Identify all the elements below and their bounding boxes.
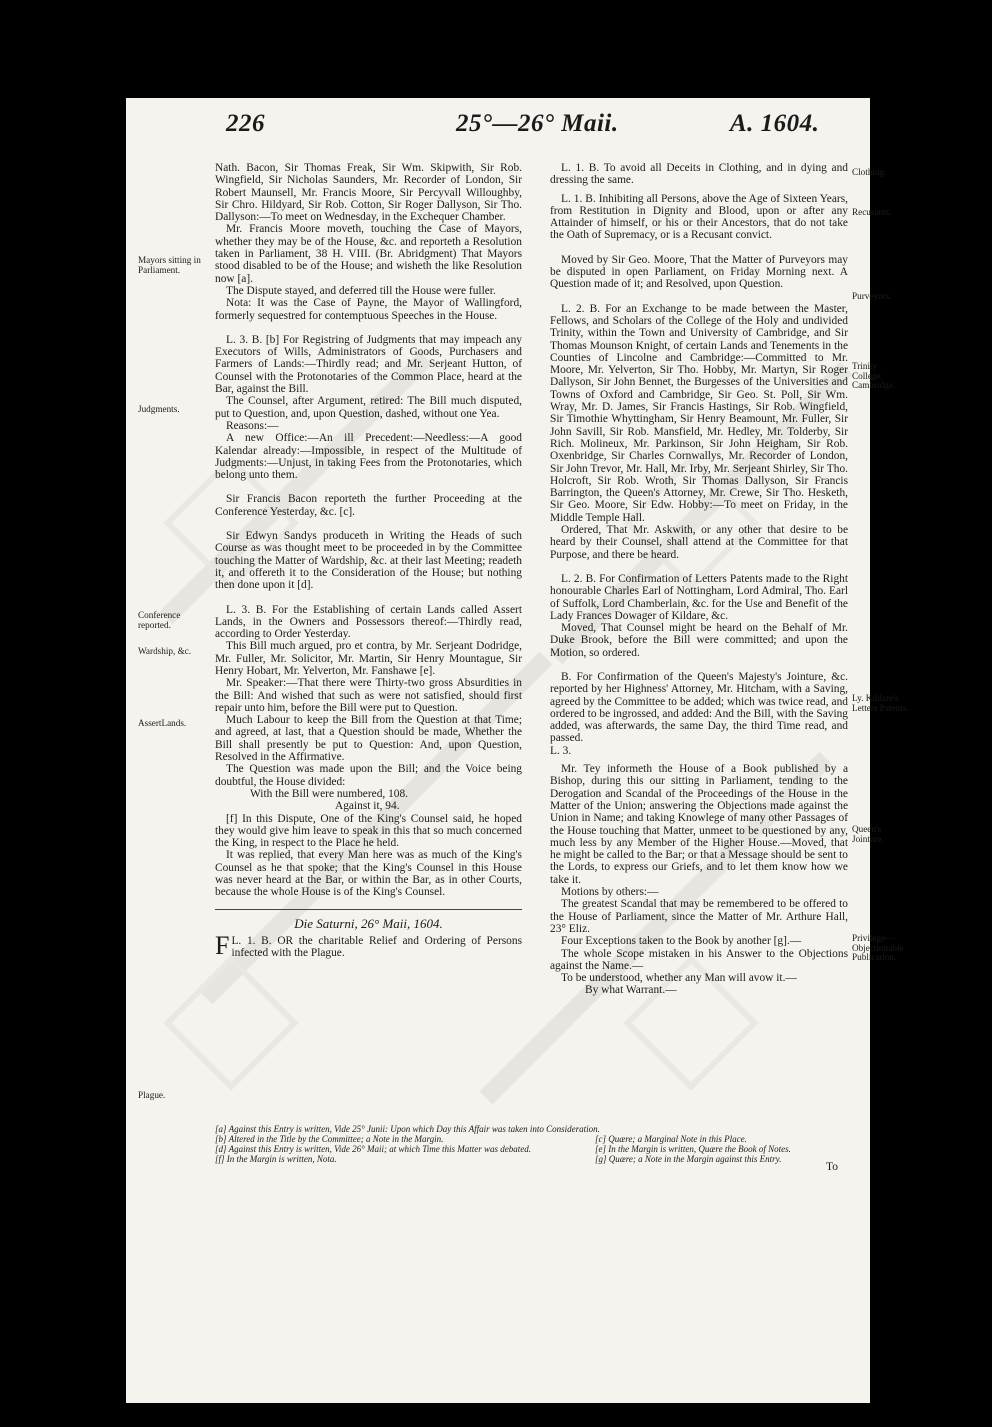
vote-count-yea: With the Bill were numbered, 108. xyxy=(250,787,409,800)
footnote: [a] Against this Entry is written, Vide 25° Junii: Upon which Day this Affair was taken into Consideration. xyxy=(215,1124,600,1134)
paragraph: L. 2. B. For an Exchange to be made between the Master, Fellows, and Scholars of the College of the Holy and undivided Trinity, within the Town and University of Cambridge, and Sir Thomas Mounson Knight, of certain Lands and Tenements in the Counties of Lincolne and Cambridge:—Committed to Mr. Moore, Mr. Yelverton, Sir Tho. Hobby, Mr. Martyn, Sir Roger Dallyson, Sir John Bennet, the Burgesses of the Universities and Towns of Oxford and Cambridge, Sir Geo. St. Poll, Sir Wm. Wray, Mr. D. James, Sir Francis Hastings, Sir Rob. Wingfield, Sir Timothie Whyttingham, Sir Henry Beamount, Mr. Fuller, Sir John Savill, Sir Rob. Mansfield, Mr. Hedley, Mr. Tolderby, Sir Rich. Molineux, Mr. Parkinson, Sir John Heigham, Sir Rob. Oxenbridge, Sir Charles Cornwallys, Mr. Recorder of London, Sir John Trevor, Mr. Hall, Mr. Irby, Mr. Serjeant Shirley, Sir Tho. Holcroft, Sir Rob. Wroth, Sir Thomas Dallyson, Sir Francis Barrington, the Queen's Attorney, Mr. Crewe, Sir Tho. Hesketh, Sir Geo. Moore, Sir Edw. Hobby:—To meet on Friday, in the Middle Temple Hall. xyxy=(550,302,848,524)
margin-note-purveyors: Purveyors. xyxy=(852,291,892,301)
right-column xyxy=(550,162,848,997)
paragraph: Mr. Francis Moore moveth, touching the Case of Mayors, whether they may be of the House, &c. and reporteth a Resolution taken in Parliament, 38 H. VIII. (Br. Abridgment) That Mayors stood disabled to be of the House; and wisheth the like Resolution now [a]. xyxy=(215,223,522,285)
section-divider xyxy=(215,909,522,910)
margin-note-mayors: Mayors sitting in Parliament. xyxy=(138,255,201,275)
page-header xyxy=(126,88,870,148)
paragraph: Nota: It was the Case of Payne, the Mayor of Wallingford, formerly sequestred for contemptuous Speeches in the House. xyxy=(215,297,522,322)
drop-cap: F xyxy=(215,930,230,960)
footnote: [c] Quære; a Marginal Note in this Place. xyxy=(595,1134,747,1144)
paragraph: Sir Francis Bacon reporteth the further Proceeding at the Conference Yesterday, &c. [c]. xyxy=(215,493,522,518)
paragraph: Moved by Sir Geo. Moore, That the Matter of Purveyors may be disputed in open Parliament, on Friday Morning next. A Question made of it; and Resolved, upon Question. xyxy=(550,253,848,291)
paragraph: L. 2. B. For Confirmation of Letters Patents made to the Right honourable Charles Earl of Nottingham, Lord Admiral, Tho. Earl of Suffolk, Lord Chamberlain, &c. for the Use and Benefit of the Lady Frances Dowager of Kildare, &c. xyxy=(550,572,848,622)
margin-note-queens: Queen's Jointure. xyxy=(852,824,884,844)
plague-entry xyxy=(215,930,522,960)
footnote: [b] Altered in the Title by the Committee; a Note in the Margin. xyxy=(215,1134,444,1144)
margin-note-conference: Conference reported. xyxy=(138,610,181,630)
paragraph: A new Office:—An ill Precedent:—Needless:—A good Kalendar already:—Impossible, in respect of the Multitude of Judgments:—Unjust, in taking Fees from the Protonotaries, which belong unto them. xyxy=(215,432,522,482)
margin-note-recusants: Recusants. xyxy=(852,207,892,217)
paragraph: The Question was made upon the Bill; and the Voice being doubtful, the House divided: xyxy=(215,763,522,788)
margin-note-clothing: Clothing. xyxy=(852,167,887,177)
paragraph: Nath. Bacon, Sir Thomas Freak, Sir Wm. Skipwith, Sir Rob. Wingfield, Sir Nicholas Saunders, Mr. Recorder of London, Sir Robert Maunsell, Mr. Francis Moore, Sir Percyvall Willoughby, Sir Chro. Hildyard, Sir Rob. Cotton, Sir Roger Dallyson, Sir Tho. Dallyson:—To meet on Wednesday, in the Exchequer Chamber. xyxy=(215,162,522,224)
left-column xyxy=(215,162,522,960)
day-heading: Die Saturni, 26° Maii, 1604. xyxy=(294,915,443,931)
margin-note-kildare: Ly. Kildare's Letters Patents. xyxy=(852,693,909,713)
paragraph: L. 3. B. For the Establishing of certain Lands called Assert Lands, in the Owners and Possessors thereof:—Thirdly read, according to Order Yesterday. xyxy=(215,603,522,641)
paragraph: L. 3. B. [b] For Registring of Judgments that may impeach any Executors of Wills, Administrators of Goods, Purchasers and Farmers of Lands:—Thirdly read; and Mr. Serjeant Hutton, of Counsel with the Protonotaries of the Common Place, heard at the Bar, against the Bill. xyxy=(215,333,522,396)
paragraph: B. For Confirmation of the Queen's Majesty's Jointure, &c. reported by her Highness' Attorney, Mr. Hitcham, with a Saving, agreed by the Committee to be added; which was twice read, and ordered to be ingrossed, and added: And the Bill, with the Saving added, was afterwards, the same Day, the third Time read, and passed. xyxy=(550,670,848,745)
paragraph: Mr. Speaker:—That there were Thirty-two gross Absurdities in the Bill: And wished that such as were not satisfied, should first repair unto him, before the Bill were put to Question. xyxy=(215,677,522,714)
catchword: To xyxy=(826,1161,838,1173)
margin-note-trinity: Trinity College, Cambridge. xyxy=(852,361,896,391)
paragraph: Much Labour to keep the Bill from the Question at that Time; and agreed, at last, that a Question should be made, Whether the Bill shall presently be put to Question: And, upon Question, Resolved in the Affirmative. xyxy=(215,714,522,764)
header-dates: 25°—26° Maii. xyxy=(456,110,619,137)
paragraph: The greatest Scandal that may be remembered to be offered to the House of Parliament, since the Matter of Mr. Arthure Hall, 23° Eliz. xyxy=(550,898,848,935)
paragraph: The Dispute stayed, and deferred till the House were fuller. xyxy=(226,284,496,297)
footnotes xyxy=(215,1124,845,1164)
paragraph: L. 1. B. To avoid all Deceits in Clothing, and in dying and dressing the same. xyxy=(550,162,848,187)
paragraph: Moved, That Counsel might be heard on the Behalf of Mr. Duke Brook, before the Bill were committed; and upon the Motion, so ordered. xyxy=(550,622,848,659)
margin-note-plague: Plague. xyxy=(138,1090,166,1100)
page-number: 226 xyxy=(226,110,265,137)
footnote: [e] In the Margin is written, Quære the Book of Notes. xyxy=(595,1144,791,1154)
margin-note-judgments: Judgments. xyxy=(138,404,180,414)
paragraph: L. 1. B. Inhibiting all Persons, above the Age of Sixteen Years, from Restitution in Dignity and Blood, upon or after any Attainder of himself, or his or their Ancestors, that do not take the Oath of Supremacy, or is a Recusant convict. xyxy=(550,192,848,242)
margin-note-privilege: Privilege— Objectionable Publication. xyxy=(852,933,904,963)
paragraph: To be understood, whether any Man will avow it.— xyxy=(561,972,797,985)
footnote: [g] Quære; a Note in the Margin against this Entry. xyxy=(595,1154,782,1164)
paragraph: This Bill much argued, pro et contra, by Mr. Serjeant Dodridge, Mr. Fuller, Mr. Solicitor, Mr. Martin, Sir Henry Mountague, Sir Henry Hobart, Mr. Yelverton, Mr. Fanshawe [e]. xyxy=(215,640,522,677)
paragraph: [f] In this Dispute, One of the King's Counsel said, he hoped they would give him leave to speak in this that so much concerned the King, in respect to the Place he held. xyxy=(215,812,522,850)
bill-reading-label: L. 3. xyxy=(550,744,572,757)
footnote: [d] Against this Entry is written, Vide 26° Maii; at which Time this Matter was debated. xyxy=(215,1144,532,1154)
paragraph: Mr. Tey informeth the House of a Book published by a Bishop, during this our sitting in Parliament, tending to the Derogation and Scandal of the Proceedings of the House in the Matter of the Union; answering the Objections made against the Union in Name; and taking Knowlege of many other Passages of the House touching that Matter, unmeet to be questioned by any, much less by any Member of the Higher House.—Moved, that he might be called to the Bar; or that a Message should be sent to the Lords, to express our Griefs, and to let them know how we take it. xyxy=(550,763,848,886)
paragraph: Motions by others:— xyxy=(561,886,659,899)
document-page xyxy=(126,98,909,1403)
margin-note-assert-lands: AssertLands. xyxy=(138,718,187,728)
paragraph: The Counsel, after Argument, retired: The Bill much disputed, put to Question, and, upon Question, dashed, without one Yea. xyxy=(215,395,522,420)
margin-note-wardship: Wardship, &c. xyxy=(138,646,192,656)
paragraph: Four Exceptions taken to the Book by another [g].— xyxy=(561,935,802,948)
paragraph: OR the charitable Relief and Ordering of Persons infected with the Plague. xyxy=(231,934,522,960)
vote-count-nay: Against it, 94. xyxy=(335,800,400,813)
bill-reading-label: L. 1. B. xyxy=(231,934,272,947)
paragraph: By what Warrant.— xyxy=(585,984,677,997)
paragraph: It was replied, that every Man here was as much of the King's Counsel as he that spoke; that the King's Counsel in this House was never heard at the Bar, or within the Bar, as in other Courts, because the whole House is of the King's Counsel. xyxy=(215,849,522,899)
paragraph: Reasons:— xyxy=(226,419,279,432)
footnote: [f] In the Margin is written, Nota. xyxy=(215,1154,337,1164)
paragraph: The whole Scope mistaken in his Answer to the Objections against the Name.— xyxy=(550,947,848,972)
paragraph: Ordered, That Mr. Askwith, or any other that desire to be heard by their Counsel, shall attend at the Committee for that Purpose, and there be heard. xyxy=(550,524,848,561)
header-year: A. 1604. xyxy=(730,110,820,137)
paragraph: Sir Edwyn Sandys produceth in Writing the Heads of such Course as was thought meet to be proceeded in by the Committee touching the Matter of Wardship, &c. at their last Meeting; readeth it, and offereth it to the Consideration of the House; but nothing then done upon it [d]. xyxy=(215,530,522,592)
